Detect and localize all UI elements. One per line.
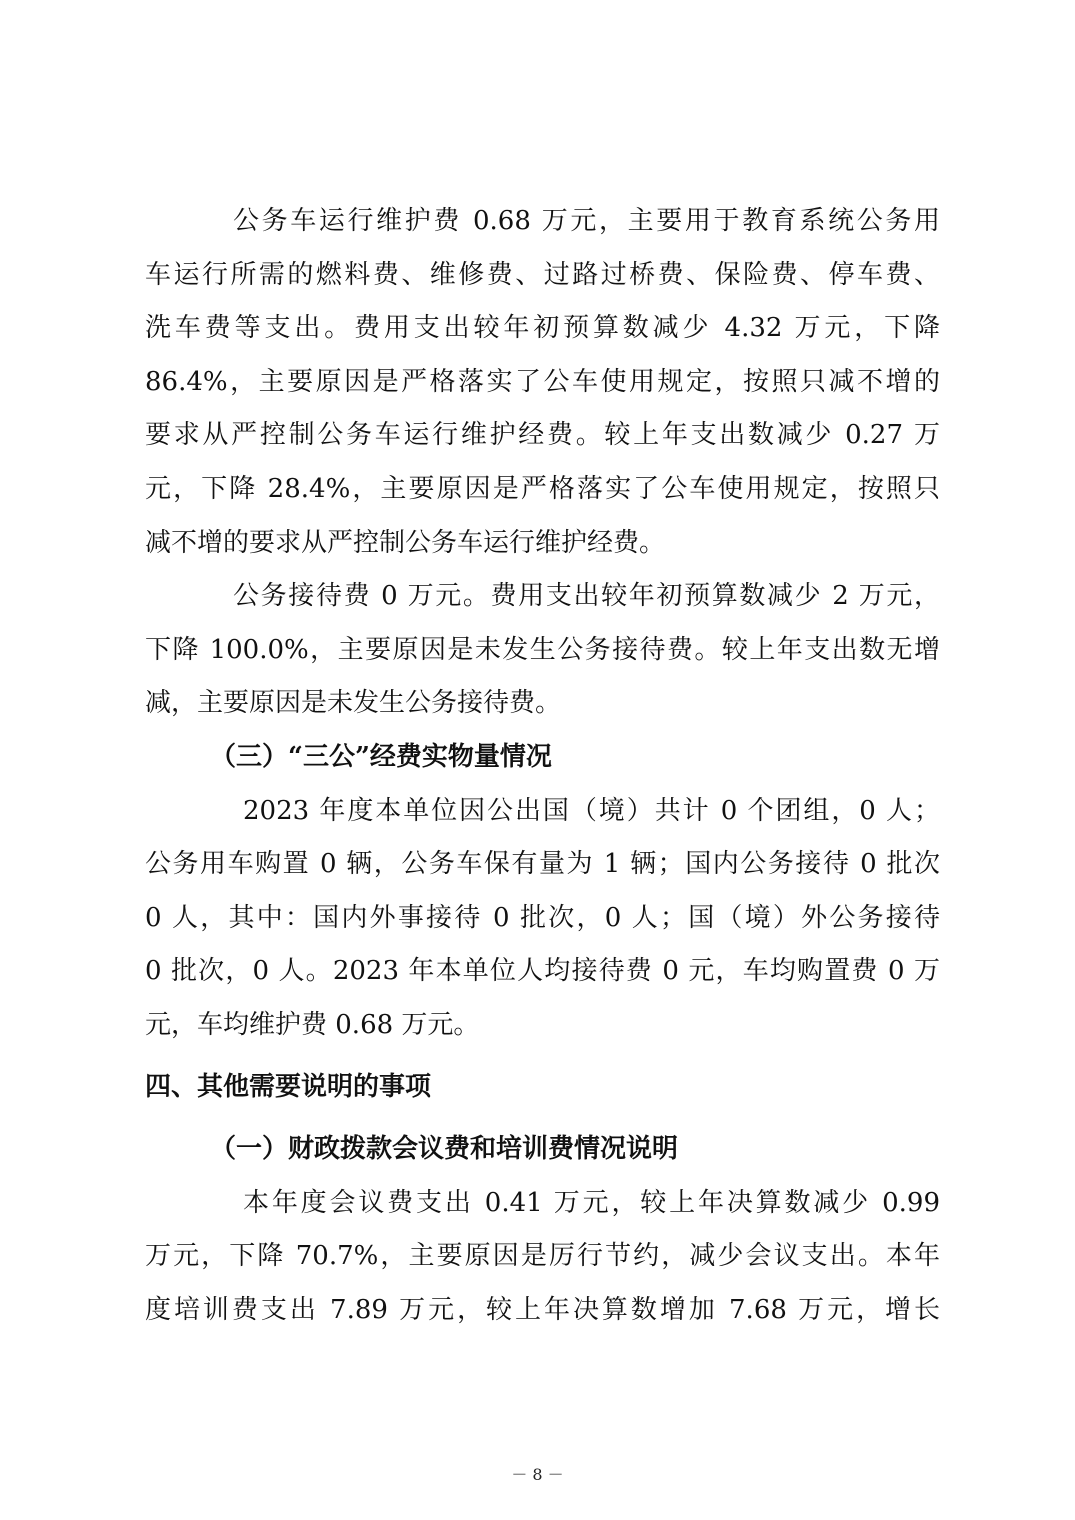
text-line: 度培训费支出 7.89 万元，较上年决算数增加 7.68 万元，增长 [145,1294,940,1325]
text-line: 0 批次，0 人。2023 年本单位人均接待费 0 元，车均购置费 0 万 [145,956,940,987]
paragraph-reception [145,570,940,731]
text-line: 减不增的要求从严控制公务车运行维护经费。 [145,527,666,558]
text-line: 公务接待费 0 万元。费用支出较年初预算数减少 2 万元， [233,581,940,612]
paragraph-vehicle-maintenance [145,195,940,570]
text-line: 要求从严控制公务车运行维护经费。较上年支出数减少 0.27 万 [145,420,940,451]
text-line: 减，主要原因是未发生公务接待费。 [145,688,562,719]
paragraph-meeting-training [145,1177,940,1338]
text-line: 元，下降 28.4%，主要原因是严格落实了公车使用规定，按照只 [145,473,940,504]
section-heading-4: 四、其他需要说明的事项 [145,1071,432,1102]
paragraph-physical-quantity [145,785,940,1053]
text-line: 元，车均维护费 0.68 万元。 [145,1009,480,1040]
text-line: 公务用车购置 0 辆，公务车保有量为 1 辆；国内公务接待 0 批次 [145,849,940,880]
text-line: 本年度会议费支出 0.41 万元，较上年决算数减少 0.99 [243,1187,940,1218]
section-heading-4-1: （一）财政拨款会议费和培训费情况说明 [210,1134,679,1165]
page-number: － 8 － [511,1465,564,1484]
section-heading-3: （三）“三公”经费实物量情况 [210,741,552,772]
text-line: 2023 年度本单位因公出国（境）共计 0 个团组，0 人； [243,795,940,826]
text-line: 洗车费等支出。费用支出较年初预算数减少 4.32 万元，下降 [145,313,940,344]
text-line: 下降 100.0%，主要原因是未发生公务接待费。较上年支出数无增 [145,634,940,665]
document-body [145,195,940,1337]
text-line: 公务车运行维护费 0.68 万元，主要用于教育系统公务用 [233,206,940,236]
text-line: 86.4%，主要原因是严格落实了公车使用规定，按照只减不增的 [145,366,940,397]
text-line: 车运行所需的燃料费、维修费、过路过桥费、保险费、停车费、 [145,259,940,290]
text-line: 万元，下降 70.7%，主要原因是厉行节约，减少会议支出。本年 [145,1241,940,1272]
text-line: 0 人，其中：国内外事接待 0 批次，0 人；国（境）外公务接待 [145,902,940,933]
